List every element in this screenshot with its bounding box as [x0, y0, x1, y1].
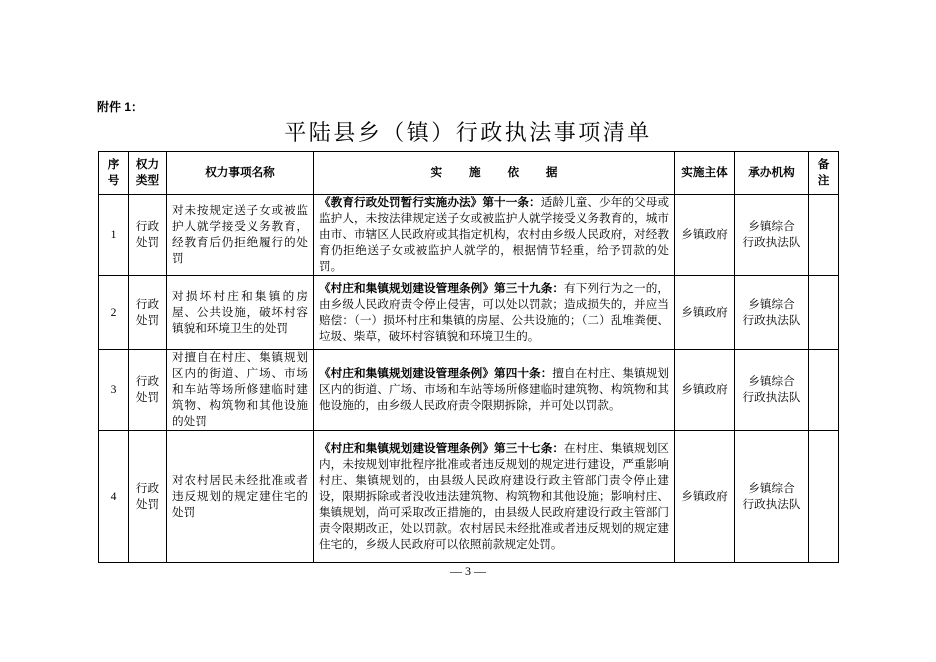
- cell-org: [735, 195, 809, 276]
- attachment-label: 附件 1：: [97, 100, 144, 114]
- name-value: 对农村居民未经批准或者违反规划的规定建住宅的处罚: [172, 473, 308, 519]
- table-row: [99, 195, 839, 276]
- basis-text: 擅自在村庄、集镇规划区内的街道、广场、市场和车站等场所修建临时建筑物、构筑物和其他设施的，由乡级人民政府责令限期拆除，并可处以罚款。: [319, 367, 669, 412]
- name-value: 对未按规定送子女或被监护人就学接受义务教育，经教育后仍拒绝履行的处罚: [172, 204, 308, 265]
- type-value: 行政处罚: [135, 220, 160, 249]
- cell-name: [167, 195, 314, 276]
- header-name-label: 权力事项名称: [205, 166, 275, 179]
- subject-value: 乡镇政府: [681, 228, 728, 241]
- cell-org: [735, 431, 809, 563]
- header-subject: [675, 152, 735, 195]
- header-type-label: 权力类型: [135, 158, 160, 187]
- org-value: 乡镇综合 行政执法队: [742, 375, 801, 404]
- cell-name: [167, 350, 314, 431]
- cell-name: [167, 276, 314, 350]
- org-value: 乡镇综合 行政执法队: [742, 297, 801, 327]
- cell-subject: [675, 350, 735, 431]
- subject-value: 乡镇政府: [681, 489, 728, 503]
- org-value: 乡镇综合 行政执法队: [742, 220, 801, 249]
- basis-text: 适龄儿童、少年的父母或监护人，未按法律规定送子女或被监护人就学接受义务教育的，城市由市、市辖区人民政府或其指定机构，农村由乡级人民政府，对经教育仍拒绝送子女或被监护人就学的，根据情节轻重，给予罚款的处罚。: [319, 196, 669, 273]
- name-value: 对擅自在村庄、集镇规划区内的街道、广场、市场和车站等场所修建临时建筑物、构筑物和其他设施的处罚: [172, 351, 308, 428]
- table-row: [99, 276, 839, 350]
- cell-remark: [809, 350, 839, 431]
- subject-value: 乡镇政府: [681, 305, 728, 319]
- seq-value: 3: [110, 383, 117, 396]
- document-title: 平陆县乡（镇）行政执法事项清单: [284, 120, 652, 145]
- cell-basis: [314, 431, 675, 563]
- header-org-label: 承办机构: [748, 166, 795, 179]
- type-value: 行政处罚: [135, 481, 160, 511]
- cell-org: [735, 276, 809, 350]
- cell-basis: [314, 276, 675, 350]
- basis-text: 在村庄、集镇规划区内，未按规划审批程序批准或者违反规划的规定进行建设，严重影响村庄、集镇规划的，由县级人民政府建设行政主管部门责令停止建设，限期拆除或者没收违法建筑物、构筑物和其他设施；影响村庄、集镇规划，尚可采取改正措施的，由县级人民政府建设行政主管部门责令限期改正，处以罚款。农村居民未经批准或者违反规划的规定建住宅的，乡级人民政府可以依照前款规定处罚。: [319, 441, 669, 551]
- cell-seq: [99, 276, 129, 350]
- cell-type: [129, 195, 167, 276]
- header-subject-label: 实施主体: [681, 166, 728, 179]
- enforcement-items-table: [98, 151, 839, 563]
- header-name: [167, 152, 314, 195]
- header-seq: [99, 152, 129, 195]
- cell-remark: [809, 195, 839, 276]
- seq-value: 4: [110, 489, 117, 503]
- header-remark: [809, 152, 839, 195]
- cell-type: [129, 276, 167, 350]
- cell-seq: [99, 431, 129, 563]
- table-row: [99, 431, 839, 563]
- subject-value: 乡镇政府: [681, 383, 728, 396]
- type-value: 行政处罚: [135, 375, 160, 404]
- cell-basis: [314, 195, 675, 276]
- org-value: 乡镇综合 行政执法队: [742, 481, 801, 511]
- cell-org: [735, 350, 809, 431]
- table-row: [99, 350, 839, 431]
- basis-title: 《教育行政处罚暂行实施办法》第十一条：: [319, 196, 541, 209]
- cell-basis: [314, 350, 675, 431]
- page-number: — 3 —: [450, 564, 486, 578]
- header-org: [735, 152, 809, 195]
- basis-title: 《村庄和集镇规划建设管理条例》第三十七条：: [319, 441, 565, 455]
- seq-value: 1: [110, 228, 117, 241]
- cell-type: [129, 350, 167, 431]
- type-value: 行政处罚: [135, 297, 160, 327]
- header-seq-label: 序号: [107, 158, 120, 187]
- cell-subject: [675, 276, 735, 350]
- basis-text: 有下列行为之一的，由乡级人民政府责令停止侵害，可以处以罚款；造成损失的，并应当赔偿：（一）损坏村庄和集镇的房屋、公共设施的；（二）乱堆粪便、垃圾、柴草，破坏村容镇貌和环境卫生的。: [319, 281, 669, 343]
- table-header-row: [99, 152, 839, 195]
- header-remark-label: 备注: [817, 158, 830, 187]
- cell-type: [129, 431, 167, 563]
- cell-seq: [99, 195, 129, 276]
- basis-title: 《村庄和集镇规划建设管理条例》第三十九条：: [319, 281, 565, 295]
- header-basis-label: 实 施 依 据: [430, 166, 558, 179]
- cell-seq: [99, 350, 129, 431]
- cell-name: [167, 431, 314, 563]
- seq-value: 2: [110, 305, 117, 319]
- cell-remark: [809, 431, 839, 563]
- header-type: [129, 152, 167, 195]
- cell-remark: [809, 276, 839, 350]
- name-value: 对损坏村庄和集镇的房屋、公共设施，破坏村容镇貌和环境卫生的处罚: [172, 289, 308, 335]
- header-basis: [314, 152, 675, 195]
- cell-subject: [675, 431, 735, 563]
- cell-subject: [675, 195, 735, 276]
- basis-title: 《村庄和集镇规划建设管理条例》第四十条：: [319, 367, 553, 380]
